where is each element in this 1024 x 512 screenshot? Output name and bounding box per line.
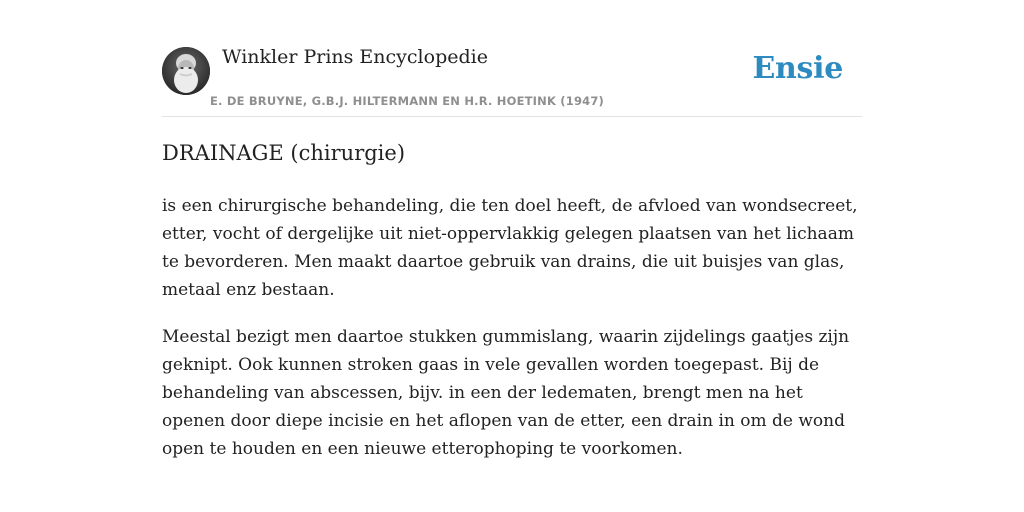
page xyxy=(162,0,862,512)
bearded-man-portrait-icon xyxy=(162,47,210,95)
entry-paragraph: is een chirurgische behandeling, die ten doel heeft, de afvloed van wondsecreet, etter, vocht of dergelijke uit niet-oppervlakkig gelegen plaatsen van het lichaam te bevorderen. Men maakt daartoe gebruik van drains, die uit buisjes van glas, metaal enz bestaan. xyxy=(162,196,858,300)
book-title[interactable]: Winkler Prins Encyclopedie xyxy=(222,46,488,68)
entry-title: DRAINAGE (chirurgie) xyxy=(162,141,406,165)
book-authors: E. DE BRUYNE, G.B.J. HILTERMANN EN H.R. HOETINK (1947) xyxy=(210,94,605,108)
entry-body xyxy=(162,192,862,482)
author-avatar[interactable] xyxy=(162,47,210,95)
entry-paragraph: Meestal bezigt men daartoe stukken gummislang, waarin zijdelings gaatjes zijn geknipt. Ook kunnen stroken gaas in vele gevallen worden toegepast. Bij de behandeling van abscessen, bijv. in een der ledematen, brengt men na het openen door diepe incisie en het aflopen van de etter, een drain in om de wond open te houden en een nieuwe etterophoping te voorkomen. xyxy=(162,327,850,459)
ensie-logo-link[interactable]: Ensie xyxy=(752,51,843,86)
header xyxy=(162,0,862,117)
